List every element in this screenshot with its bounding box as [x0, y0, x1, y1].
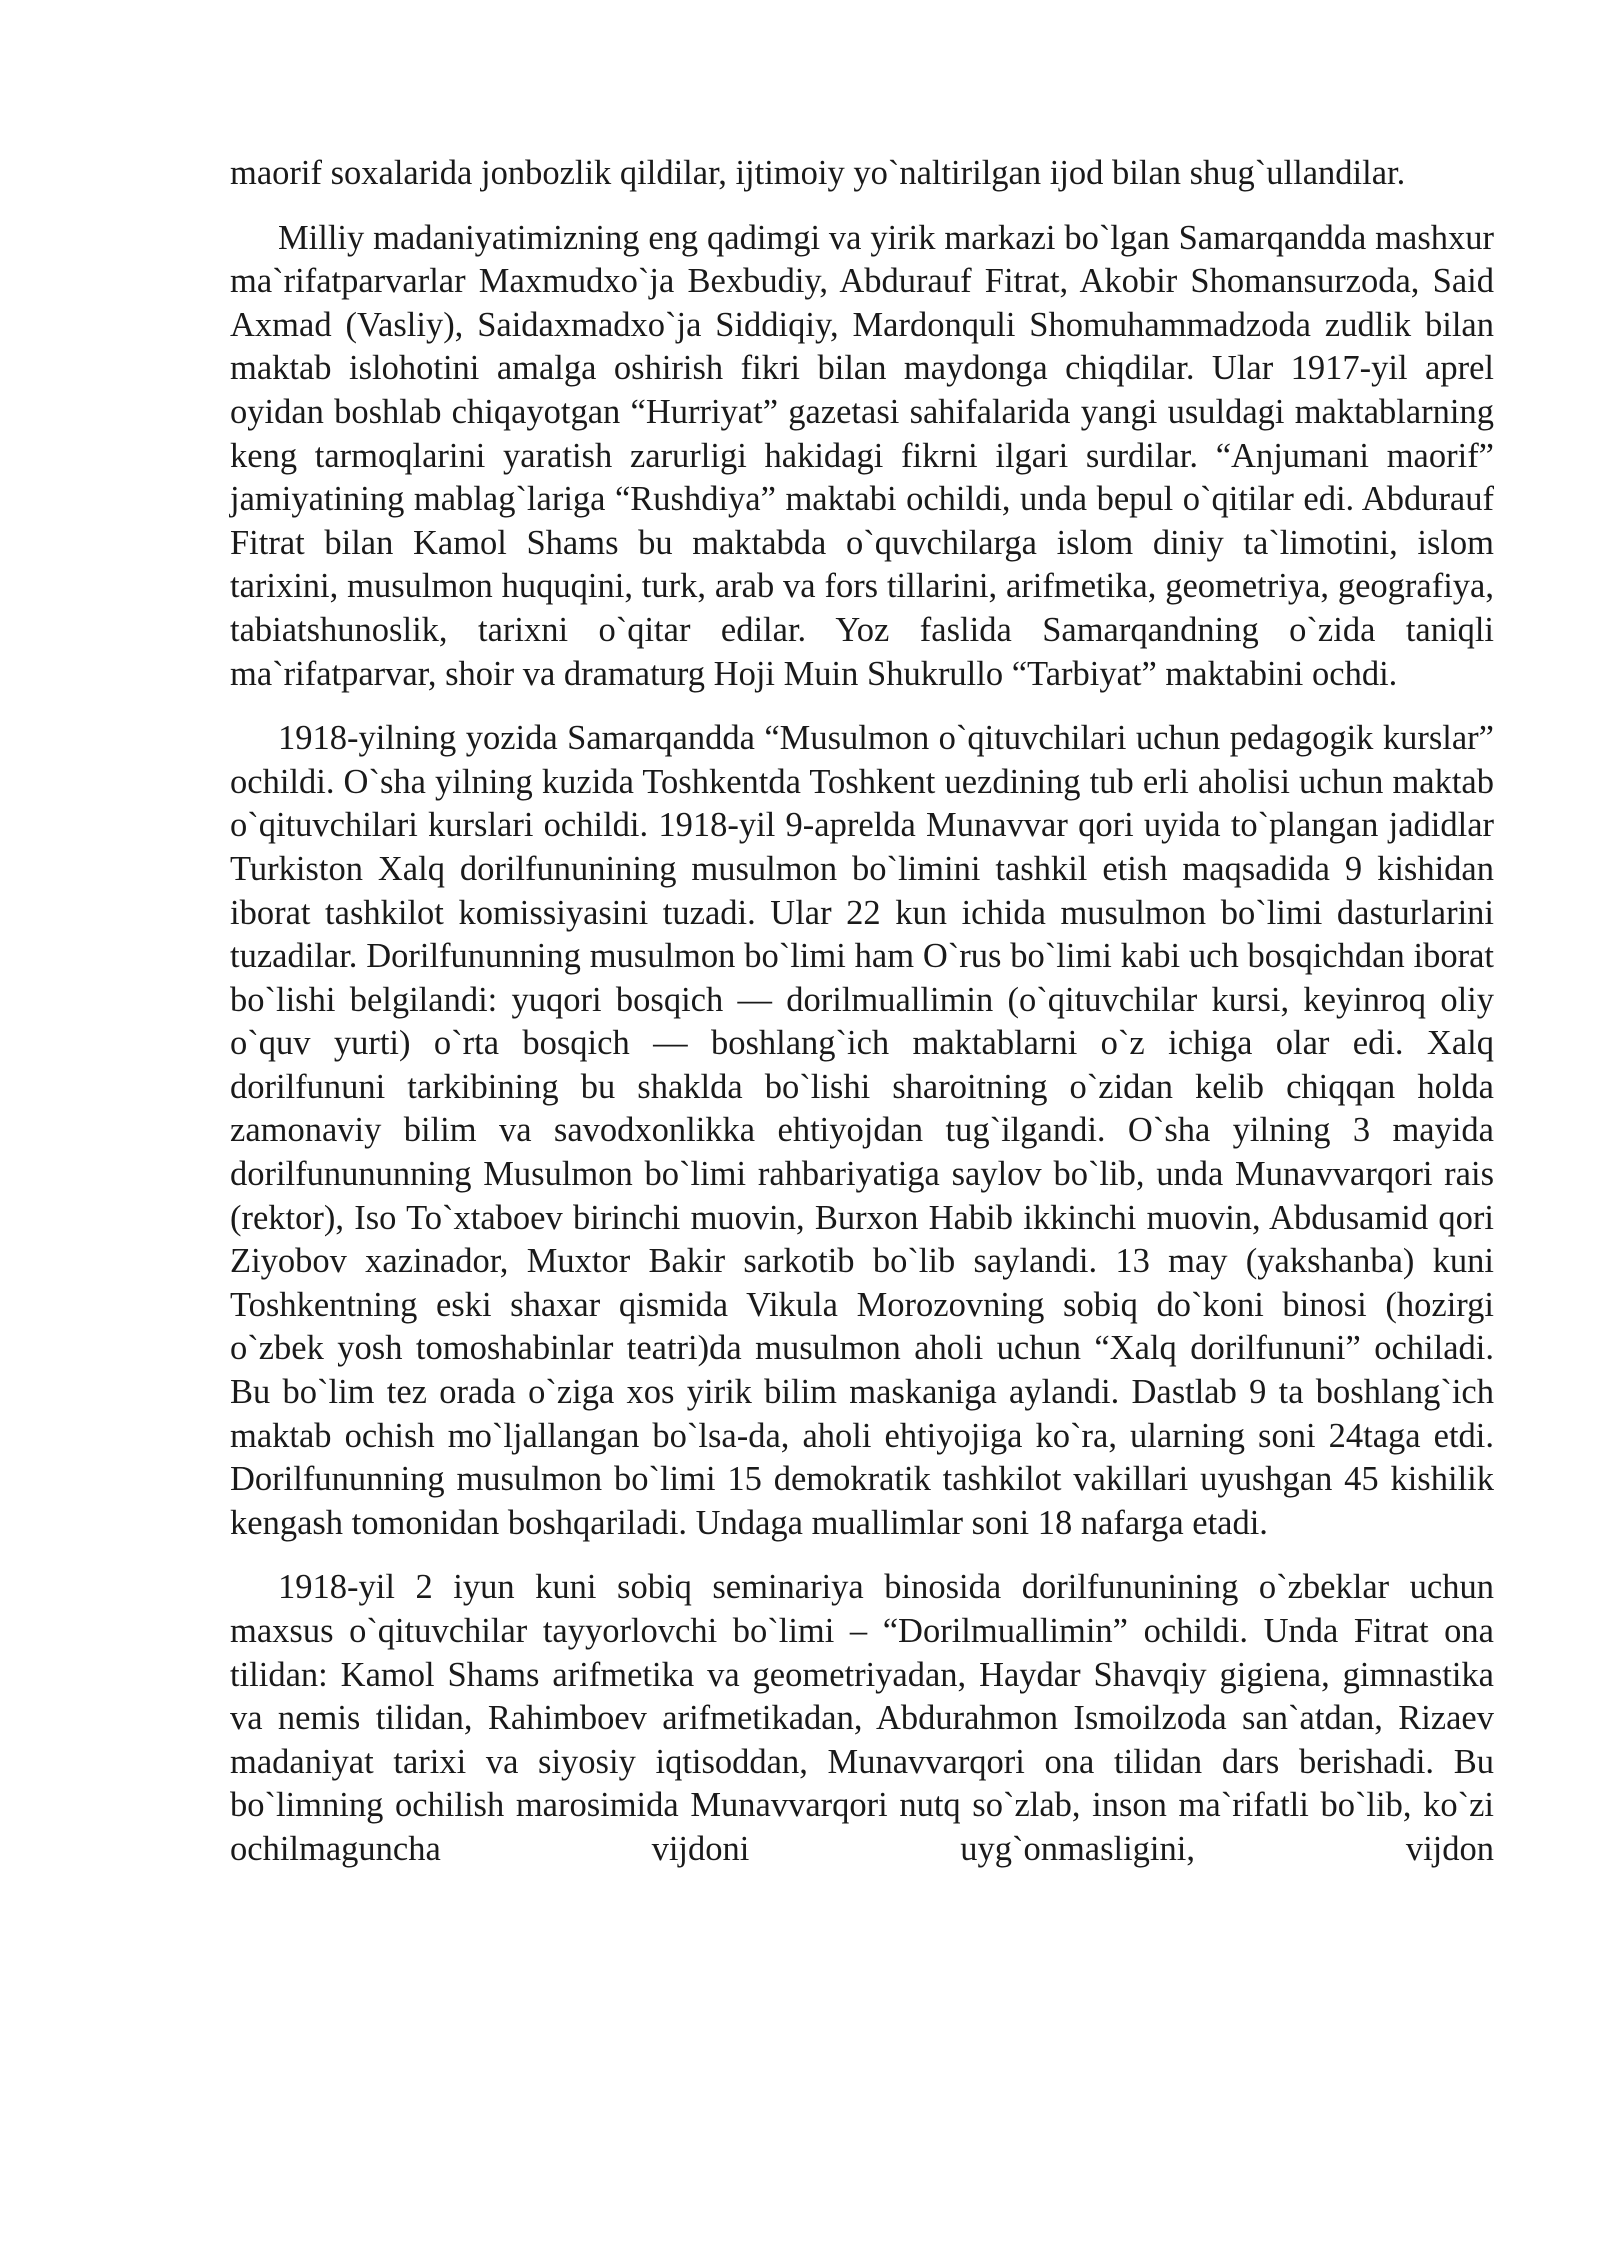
- paragraph-continued: maorif soxalarida jonbozlik qildilar, ijtimoiy yo`naltirilgan ijod bilan shug`ullandilar.: [230, 154, 1406, 192]
- text-body: [230, 152, 1494, 1872]
- paragraph-samarqand-enlighteners: Milliy madaniyatimizning eng qadimgi va yirik markazi bo`lgan Samarqandda mashxur ma`rifatparvarlar Maxmudxo`ja Bexbudiy, Abdurauf Fitrat, Akobir Shomansurzoda, Said Axmad (Vasliy), Saidaxmadxo`ja Siddiqiy, Mardonquli Shomuhammadzoda zudlik bilan maktab islohotini amalga oshirish fikri bilan maydonga chiqdilar. Ular 1917-yil aprel oyidan boshlab chiqayotgan “Hurriyat” gazetasi sahifalarida yangi usuldagi maktablarning keng tarmoqlarini yaratish zarurligi hakidagi fikrni ilgari surdilar. “Anjumani maorif” jamiyatining mablag`lariga “Rushdiya” maktabi ochildi, unda bepul o`qitilar edi. Abdurauf Fitrat bilan Kamol Shams bu maktabda o`quvchilarga islom diniy ta`limotini, islom tarixini, musulmon huquqini, turk, arab va fors tillarini, arifmetika, geometriya, geografiya, tabiatshunoslik, tarixni o`qitar edilar. Yoz faslida Samarqandning o`zida taniqli ma`rifatparvar, shoir va dramaturg Hoji Muin Shukrullo “Tarbiyat” maktabini ochdi.: [230, 218, 1494, 693]
- paragraph-dorilfunun-1918: 1918-yilning yozida Samarqandda “Musulmon o`qituvchilari uchun pedagogik kurslar” ochildi. O`sha yilning kuzida Toshkentda Toshkent uezdining tub erli aholisi uchun maktab o`qituvchilari kurslari ochildi. 1918-yil 9-aprelda Munavvar qori uyida to`plangan jadidlar Turkiston Xalq dorilfununining musulmon bo`limini tashkil etish maqsadida 9 kishidan iborat tashkilot komissiyasini tuzadi. Ular 22 kun ichida musulmon bo`limi dasturlarini tuzadilar. Dorilfununning musulmon bo`limi ham O`rus bo`limi kabi uch bosqichdan iborat bo`lishi belgilandi: yuqori bosqich — dorilmuallimin (o`qituvchilar kursi, keyinroq oliy o`quv yurti) o`rta bosqich — boshlang`ich maktablarni o`z ichiga olar edi. Xalq dorilfununi tarkibining bu shaklda bo`lishi sharoitning o`zidan kelib chiqqan holda zamonaviy bilim va savodxonlikka ehtiyojdan tug`ilgandi. O`sha yilning 3 mayida dorilfunununning Musulmon bo`limi rahbariyatiga saylov bo`lib, unda Munavvarqori rais (rektor), Iso To`xtaboev birinchi muovin, Burxon Habib ikkinchi muovin, Abdusamid qori Ziyobov xazinador, Muxtor Bakir sarkotib bo`lib saylandi. 13 may (yakshanba) kuni Toshkentning eski shaxar qismida Vikula Morozovning sobiq do`koni binosi (hozirgi o`zbek yosh tomoshabinlar teatri)da musulmon aholi uchun “Xalq dorilfununi” ochiladi. Bu bo`lim tez orada o`ziga xos yirik bilim maskaniga aylandi. Dastlab 9 ta boshlang`ich maktab ochish mo`ljallangan bo`lsa-da, aholi ehtiyojiga ko`ra, ularning soni 24taga etdi. Dorilfununning musulmon bo`limi 15 demokratik tashkilot vakillari uyushgan 45 kishilik kengash tomonidan boshqariladi. Undaga muallimlar soni 18 nafarga etadi.: [230, 719, 1494, 1542]
- paragraph-dorilmuallimin: 1918-yil 2 iyun kuni sobiq seminariya binosida dorilfununining o`zbeklar uchun maxsus o`qituvchilar tayyorlovchi bo`limi – “Dorilmuallimin” ochildi. Unda Fitrat ona tilidan: Kamol Shams arifmetika va geometriyadan, Haydar Shavqiy gigiena, gimnastika va nemis tilidan, Rahimboev arifmetikadan, Abdurahmon Ismoilzoda san`atdan, Rizaev madaniyat tarixi va siyosiy iqtisoddan, Munavvarqori ona tilidan dars berishadi. Bu bo`limning ochilish marosimida Munavvarqori nutq so`zlab, inson ma`rifatli bo`lib, ko`zi ochilmaguncha vijdoni uyg`onmasligini, vijdon: [230, 1568, 1494, 1868]
